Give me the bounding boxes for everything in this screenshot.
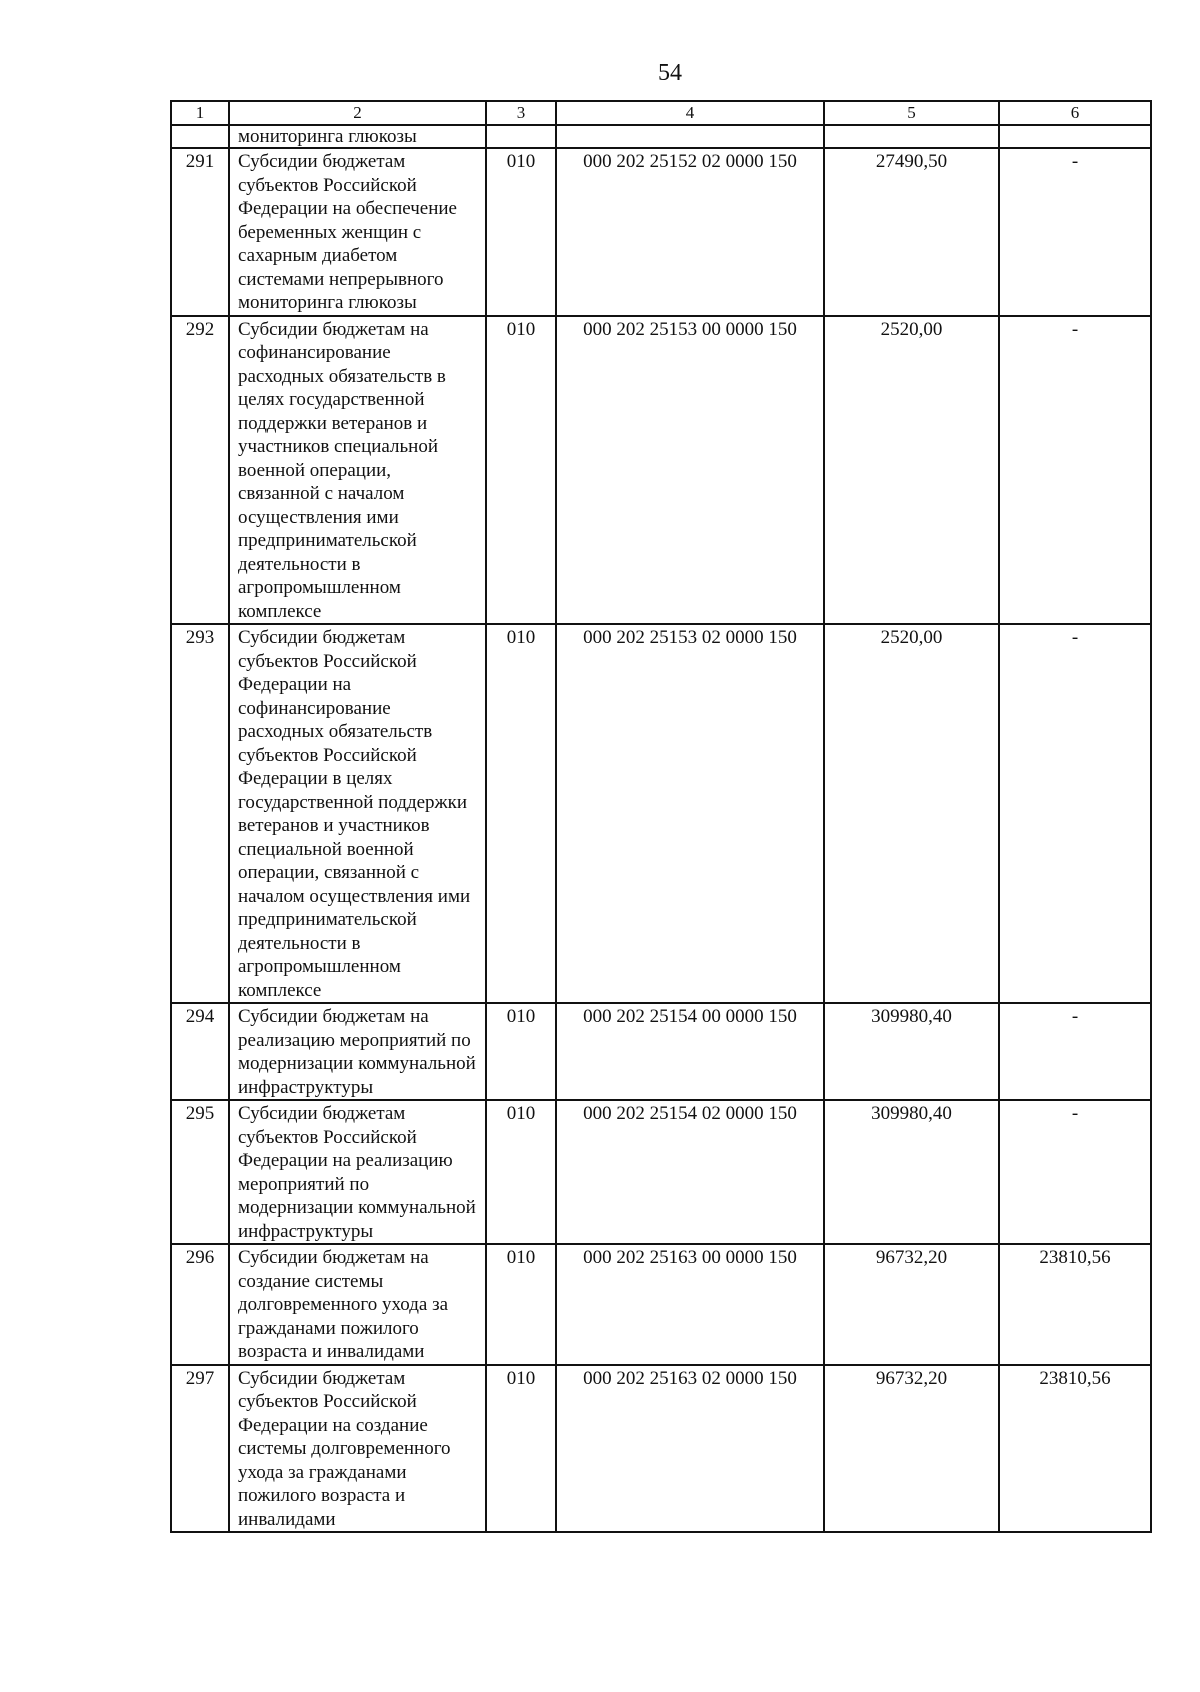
row-amount: 309980,40 <box>824 1100 999 1244</box>
budget-table <box>170 100 1152 1533</box>
row-admin-code: 010 <box>486 1244 556 1365</box>
row-admin-code: 010 <box>486 624 556 1003</box>
table-row <box>171 1003 1151 1100</box>
row-number: 294 <box>171 1003 229 1100</box>
table-row <box>171 1244 1151 1365</box>
row-description: мониторинга глюкозы <box>229 125 486 148</box>
row-budget-code: 000 202 25163 00 0000 150 <box>556 1244 824 1365</box>
row-number: 292 <box>171 316 229 625</box>
row-amount: 309980,40 <box>824 1003 999 1100</box>
row-description: Субсидии бюджетам субъектов Российской Федерации на обеспечение беременных женщин с сахарным диабетом системами непрерывного мониторинга глюкозы <box>229 148 486 316</box>
row-amount: 2520,00 <box>824 624 999 1003</box>
table-row <box>171 316 1151 625</box>
row-description: Субсидии бюджетам субъектов Российской Федерации на создание системы долговременного ухода за гражданами пожилого возраста и инвалидами <box>229 1365 486 1533</box>
row-amount: 96732,20 <box>824 1244 999 1365</box>
row-budget-code <box>556 125 824 148</box>
row-budget-code: 000 202 25154 02 0000 150 <box>556 1100 824 1244</box>
column-header: 6 <box>999 101 1151 125</box>
row-budget-code: 000 202 25152 02 0000 150 <box>556 148 824 316</box>
column-header: 4 <box>556 101 824 125</box>
row-amount: 96732,20 <box>824 1365 999 1533</box>
row-extra-amount: - <box>999 316 1151 625</box>
row-number <box>171 125 229 148</box>
row-description: Субсидии бюджетам субъектов Российской Федерации на софинансирование расходных обязательств субъектов Российской Федерации в целях государственной поддержки ветеранов и участников специальной военной операции, связанной с началом осуществления ими предпринимательской деятельности в агропромышленном комплексе <box>229 624 486 1003</box>
row-number: 296 <box>171 1244 229 1365</box>
row-admin-code: 010 <box>486 1003 556 1100</box>
table-row <box>171 1100 1151 1244</box>
row-description: Субсидии бюджетам субъектов Российской Федерации на реализацию мероприятий по модернизации коммунальной инфраструктуры <box>229 1100 486 1244</box>
row-number: 297 <box>171 1365 229 1533</box>
row-description: Субсидии бюджетам на реализацию мероприятий по модернизации коммунальной инфраструктуры <box>229 1003 486 1100</box>
row-number: 295 <box>171 1100 229 1244</box>
row-admin-code: 010 <box>486 148 556 316</box>
row-number: 291 <box>171 148 229 316</box>
row-admin-code: 010 <box>486 1100 556 1244</box>
row-amount: 2520,00 <box>824 316 999 625</box>
table-row <box>171 148 1151 316</box>
row-admin-code: 010 <box>486 1365 556 1533</box>
row-admin-code <box>486 125 556 148</box>
row-description: Субсидии бюджетам на создание системы долговременного ухода за гражданами пожилого возраста и инвалидами <box>229 1244 486 1365</box>
row-budget-code: 000 202 25153 02 0000 150 <box>556 624 824 1003</box>
table-row <box>171 125 1151 148</box>
column-header: 2 <box>229 101 486 125</box>
row-extra-amount: - <box>999 148 1151 316</box>
column-header: 3 <box>486 101 556 125</box>
row-amount: 27490,50 <box>824 148 999 316</box>
row-budget-code: 000 202 25163 02 0000 150 <box>556 1365 824 1533</box>
table-row <box>171 1365 1151 1533</box>
row-amount <box>824 125 999 148</box>
row-extra-amount: - <box>999 624 1151 1003</box>
column-header: 5 <box>824 101 999 125</box>
row-admin-code: 010 <box>486 316 556 625</box>
page-number: 54 <box>658 60 682 86</box>
table-row <box>171 624 1151 1003</box>
row-extra-amount: 23810,56 <box>999 1365 1151 1533</box>
row-description: Субсидии бюджетам на софинансирование расходных обязательств в целях государственной поддержки ветеранов и участников специальной военной операции, связанной с началом осуществления ими предпринимательской деятельности в агропромышленном комплексе <box>229 316 486 625</box>
table-header-row <box>171 101 1151 125</box>
row-extra-amount: - <box>999 1100 1151 1244</box>
column-header: 1 <box>171 101 229 125</box>
row-extra-amount: 23810,56 <box>999 1244 1151 1365</box>
row-extra-amount <box>999 125 1151 148</box>
row-budget-code: 000 202 25154 00 0000 150 <box>556 1003 824 1100</box>
row-extra-amount: - <box>999 1003 1151 1100</box>
row-budget-code: 000 202 25153 00 0000 150 <box>556 316 824 625</box>
row-number: 293 <box>171 624 229 1003</box>
